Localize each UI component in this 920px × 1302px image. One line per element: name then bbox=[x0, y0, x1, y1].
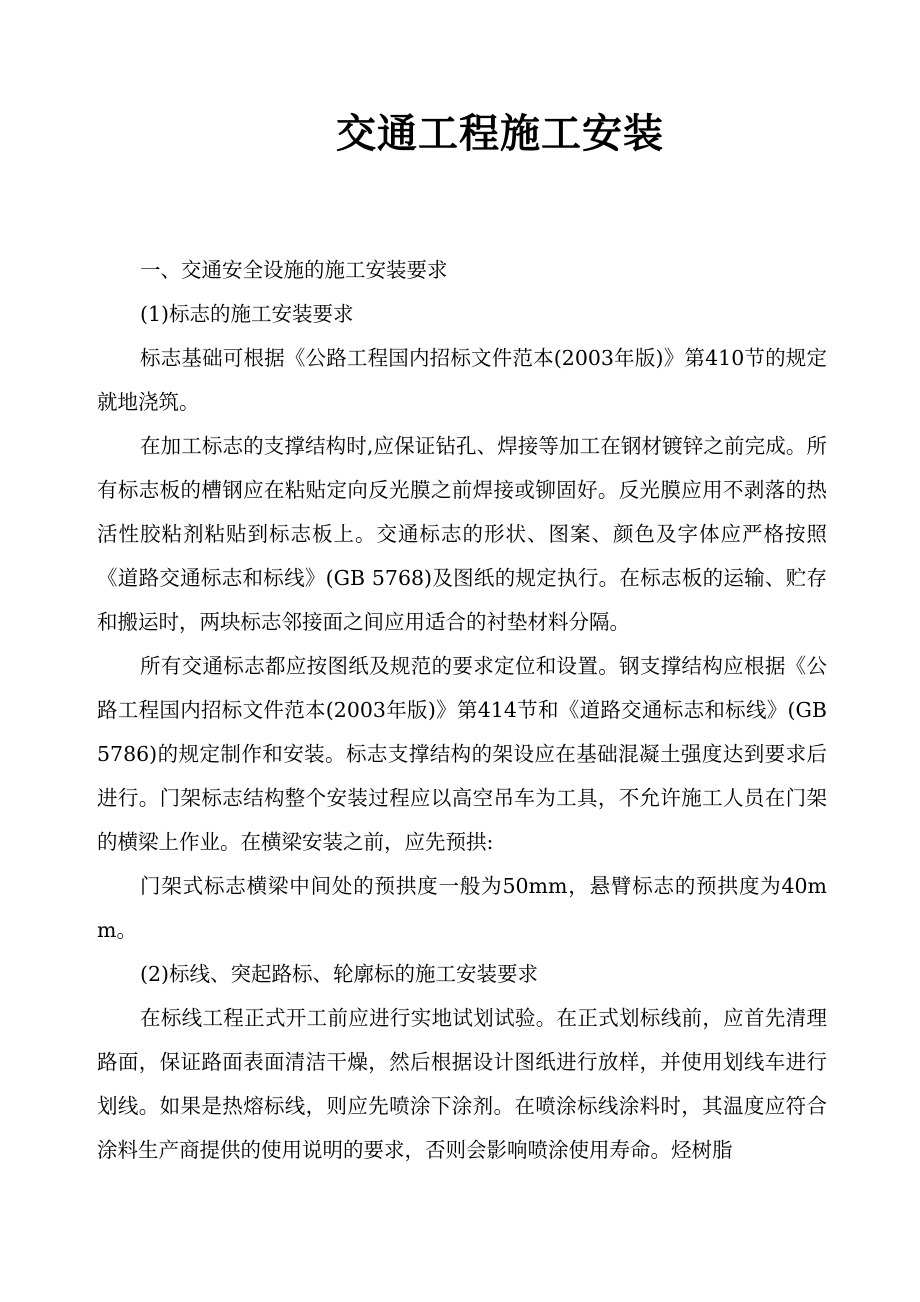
section-heading: 一、交通安全设施的施工安装要求 bbox=[140, 258, 448, 282]
paragraph-pre-camber: 门架式标志横梁中间处的预拱度一般为50mm，悬臂标志的预拱度为40mm。 bbox=[97, 874, 827, 942]
subsection-heading-markings: (2)标线、突起路标、轮廓标的施工安装要求 bbox=[140, 962, 539, 986]
subsection-heading-signs: (1)标志的施工安装要求 bbox=[140, 302, 354, 326]
paragraph-marking-trial: 在标线工程正式开工前应进行实地试划试验。在正式划标线前，应首先清理路面，保证路面表面清洁干燥，然后根据设计图纸进行放样，并使用划线车进行划线。如果是热熔标线，则应先喷涂下涂剂。在喷涂标线涂料时，其温度应符合涂料生产商提供的使用说明的要求，否则会影响喷涂使用寿命。烃树脂 bbox=[97, 1006, 827, 1162]
paragraph-sign-installation: 所有交通标志都应按图纸及规范的要求定位和设置。钢支撑结构应根据《公路工程国内招标文件范本(2003年版)》第414节和《道路交通标志和标线》(GB 5786)的规定制作和安装。标志支撑结构的架设应在基础混凝土强度达到要求后进行。门架标志结构整个安装过程应以高空吊车为工具，不允许施工人员在门架的横梁上作业。在横梁安装之前，应先预拱: bbox=[97, 654, 827, 854]
paragraph-sign-foundation: 标志基础可根据《公路工程国内招标文件范本(2003年版)》第410节的规定就地浇筑。 bbox=[97, 346, 827, 414]
document-body bbox=[97, 248, 827, 1172]
document-title: 交通工程施工安装 bbox=[336, 110, 664, 157]
paragraph-sign-processing: 在加工标志的支撑结构时,应保证钻孔、焊接等加工在钢材镀锌之前完成。所有标志板的槽钢应在粘贴定向反光膜之前焊接或铆固好。反光膜应用不剥落的热活性胶粘剂粘贴到标志板上。交通标志的形状、图案、颜色及字体应严格按照《道路交通标志和标线》(GB 5768)及图纸的规定执行。在标志板的运输、贮存和搬运时，两块标志邻接面之间应用适合的衬垫材料分隔。 bbox=[97, 434, 827, 634]
